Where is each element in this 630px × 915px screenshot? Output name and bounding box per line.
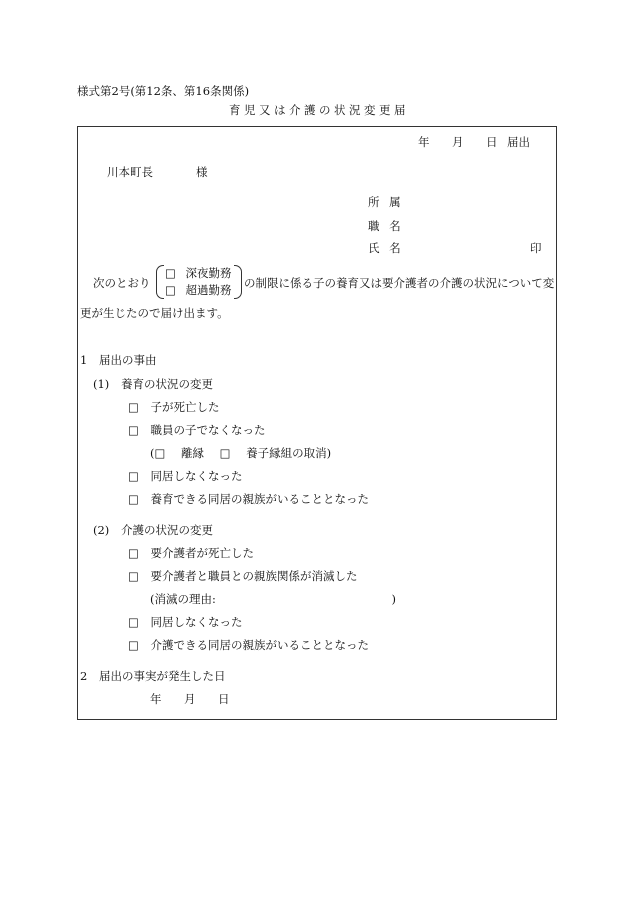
name-label: 氏 名 bbox=[368, 241, 401, 255]
adoption-options: (□ 離縁 □ 養子縁組の取消) bbox=[150, 446, 332, 460]
position-label: 職 名 bbox=[368, 219, 401, 233]
form-title: 育児又は介護の状況変更届 bbox=[229, 103, 409, 117]
date-day: 日 bbox=[486, 135, 498, 149]
occurrence-year: 年 bbox=[150, 692, 162, 706]
occurrence-day: 日 bbox=[218, 692, 230, 706]
occurrence-month: 月 bbox=[184, 692, 196, 706]
seal-mark: 印 bbox=[530, 241, 542, 255]
checkbox-item-relative-can-raise: □ 養育できる同居の親族がいることとなった bbox=[128, 492, 370, 506]
bracket-left bbox=[156, 265, 164, 299]
checkbox-item-not-cohabiting: □ 同居しなくなった bbox=[128, 469, 243, 483]
intro-line2: 更が生じたので届け出ます。 bbox=[80, 306, 229, 320]
checkbox-item-child-died: □ 子が死亡した bbox=[128, 400, 220, 414]
section2-heading: 2 届出の事実が発生した日 bbox=[80, 669, 226, 683]
section1-sub2-heading: (2) 介護の状況の変更 bbox=[93, 523, 213, 537]
form-reference: 様式第2号(第12条、第16条関係) bbox=[77, 84, 250, 98]
affiliation-label: 所 属 bbox=[368, 195, 401, 209]
option-night-work: □ 深夜勤務 bbox=[165, 266, 232, 280]
bracket-right bbox=[234, 265, 242, 299]
option-overtime: □ 超過勤務 bbox=[165, 283, 232, 297]
extinction-reason: (消滅の理由: ) bbox=[150, 592, 397, 606]
date-year: 年 bbox=[418, 135, 430, 149]
intro-lead: 次のとおり bbox=[93, 276, 151, 290]
addressee-honorific: 様 bbox=[196, 165, 208, 179]
intro-tail: の制限に係る子の養育又は要介護者の介護の状況について変 bbox=[244, 276, 555, 290]
date-month: 月 bbox=[452, 135, 464, 149]
addressee-name: 川本町長 bbox=[107, 165, 153, 179]
checkbox-item-relative-can-care: □ 介護できる同居の親族がいることとなった bbox=[128, 638, 370, 652]
checkbox-item-care-recipient-died: □ 要介護者が死亡した bbox=[128, 546, 255, 560]
checkbox-item-relation-ended: □ 要介護者と職員との親族関係が消滅した bbox=[128, 569, 358, 583]
checkbox-item-no-longer-child: □ 職員の子でなくなった bbox=[128, 423, 266, 437]
section1-sub1-heading: (1) 養育の状況の変更 bbox=[93, 377, 213, 391]
section1-heading: 1 届出の事由 bbox=[80, 353, 157, 367]
submitted-label: 届出 bbox=[507, 135, 530, 149]
checkbox-item-not-cohabiting-care: □ 同居しなくなった bbox=[128, 615, 243, 629]
